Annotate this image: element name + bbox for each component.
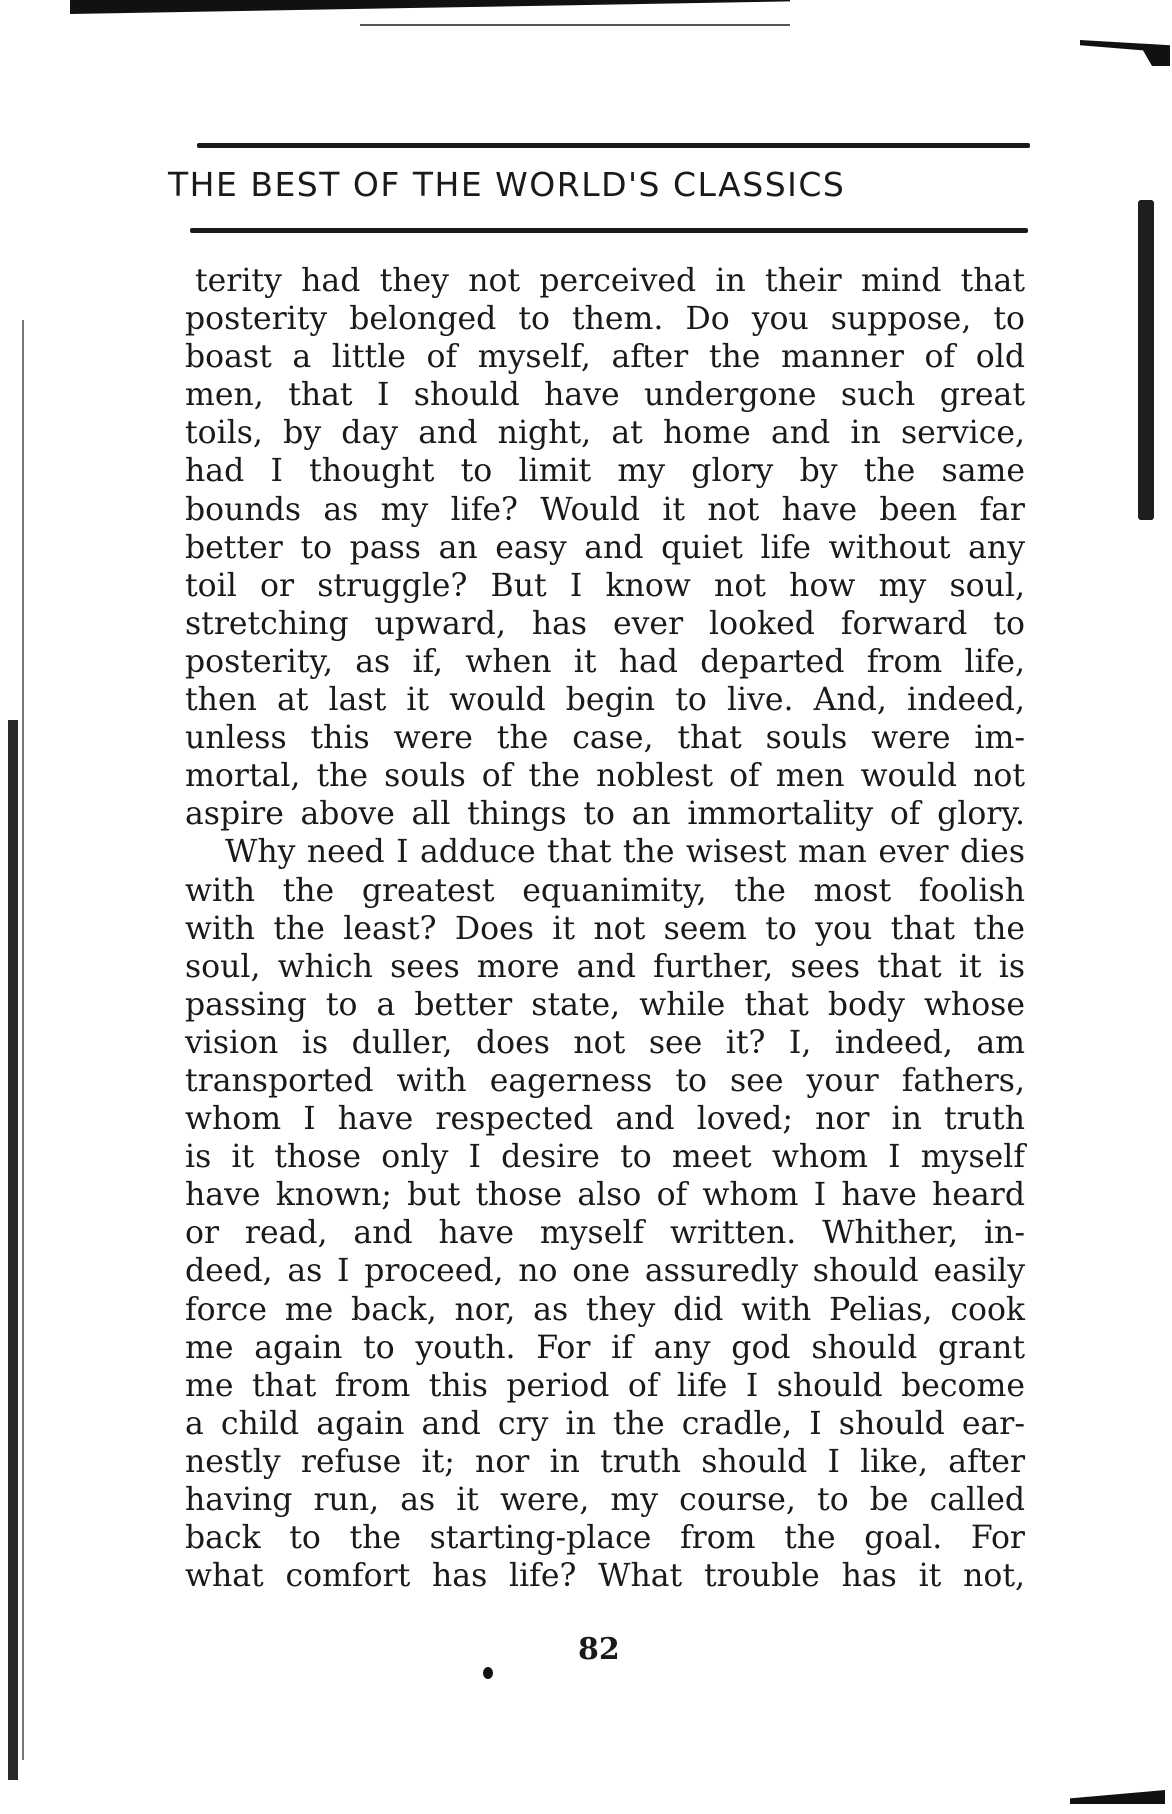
- scan-corner-mark: [1080, 40, 1170, 66]
- ink-spot: [483, 1667, 493, 1679]
- text-line: with the greatest equanimity, the most foolish: [185, 872, 1025, 909]
- scan-edge-mark-top: [70, 0, 790, 14]
- header-rule-top: [197, 143, 1030, 148]
- scan-edge-line-top: [360, 24, 790, 26]
- scan-edge-bar-left: [8, 720, 18, 1780]
- text-line: men, that I should have undergone such great: [185, 377, 1025, 414]
- text-line: have known; but those also of whom I have heard: [185, 1177, 1025, 1214]
- text-line: what comfort has life? What trouble has it not,: [185, 1558, 1025, 1595]
- text-line: me again to youth. For if any god should grant: [185, 1329, 1025, 1366]
- text-line: posterity belonged to them. Do you suppose, to: [185, 301, 1025, 338]
- scan-edge-line-left: [22, 320, 24, 1760]
- text-line: stretching upward, has ever looked forward to: [185, 605, 1025, 642]
- text-line: soul, which sees more and further, sees that it is: [185, 948, 1025, 985]
- header-rule-bottom: [190, 228, 1028, 233]
- page-number: 82: [578, 1632, 620, 1667]
- text-line: me that from this period of life I should become: [185, 1367, 1025, 1404]
- text-line: back to the starting-place from the goal. For: [185, 1520, 1025, 1557]
- text-line: having run, as it were, my course, to be called: [185, 1482, 1025, 1518]
- text-line: mortal, the souls of the noblest of men would not: [185, 758, 1025, 795]
- text-line: whom I have respected and loved; nor in truth: [185, 1101, 1025, 1138]
- text-line: a child again and cry in the cradle, I should ear-: [185, 1405, 1025, 1442]
- text-line: posterity, as if, when it had departed from life,: [185, 643, 1025, 680]
- text-line: had I thought to limit my glory by the same: [185, 453, 1025, 490]
- text-line: transported with eagerness to see your fathers,: [185, 1062, 1025, 1099]
- text-line: terity had they not perceived in their mind that: [195, 263, 1025, 299]
- running-head: THE BEST OF THE WORLD'S CLASSICS: [168, 165, 846, 204]
- text-line: then at last it would begin to live. And, indeed,: [185, 682, 1025, 719]
- text-line: nestly refuse it; nor in truth should I like, after: [185, 1443, 1025, 1480]
- text-line: vision is duller, does not see it? I, indeed, am: [185, 1024, 1025, 1061]
- text-line: unless this were the case, that souls were im-: [185, 720, 1025, 757]
- text-line: bounds as my life? Would it not have been far: [185, 491, 1025, 528]
- text-line: toil or struggle? But I know not how my soul,: [185, 567, 1025, 604]
- text-line: deed, as I proceed, no one assuredly should easily: [185, 1253, 1025, 1290]
- text-line: with the least? Does it not seem to you that the: [185, 910, 1025, 947]
- body-text: [185, 262, 1025, 1595]
- text-line: is it those only I desire to meet whom I myself: [185, 1139, 1025, 1176]
- scan-edge-mark-bottom: [1070, 1790, 1165, 1804]
- text-line: Why need I adduce that the wisest man ever dies: [225, 834, 1025, 871]
- text-line: passing to a better state, while that body whose: [185, 986, 1025, 1023]
- text-line: toils, by day and night, at home and in service,: [185, 415, 1025, 452]
- scan-edge-bar-right: [1138, 200, 1154, 520]
- text-line: or read, and have myself written. Whither, in-: [185, 1215, 1025, 1252]
- text-line: aspire above all things to an immortality of glory.: [185, 796, 1025, 833]
- text-line: force me back, nor, as they did with Pelias, cook: [185, 1291, 1025, 1328]
- text-line: boast a little of myself, after the manner of old: [185, 339, 1025, 376]
- text-line: better to pass an easy and quiet life without any: [185, 529, 1025, 566]
